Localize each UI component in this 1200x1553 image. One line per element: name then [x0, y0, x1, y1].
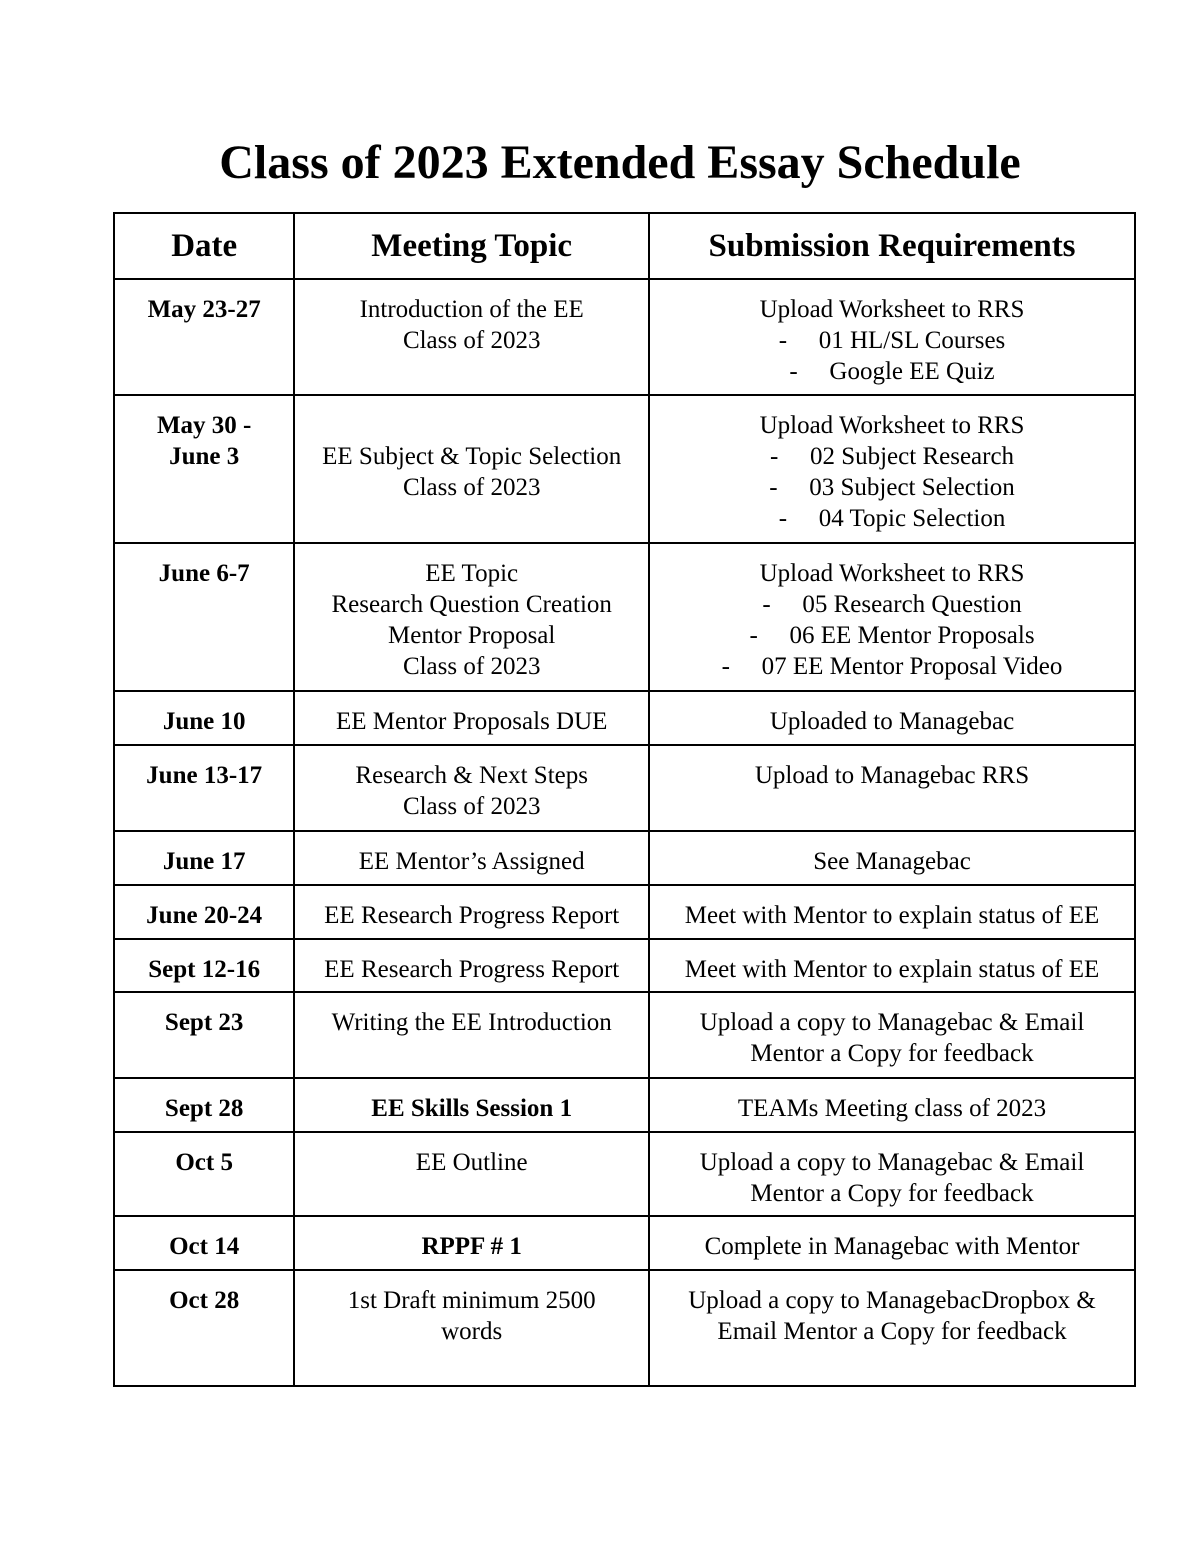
worksheet-item	[650, 441, 1134, 472]
submission-line: Complete in Managebac with Mentor	[704, 1233, 1080, 1260]
date-cell	[114, 395, 294, 543]
meeting-topic-line: Class of 2023	[402, 653, 541, 680]
worksheet-item-label: 05 Research Question	[802, 591, 1022, 618]
submission-line: Mentor a Copy for feedback	[750, 1180, 1034, 1207]
meeting-topic-line: EE Research Progress Report	[324, 956, 620, 983]
date-cell	[114, 745, 294, 831]
date-cell	[114, 543, 294, 691]
schedule-row	[114, 543, 1135, 691]
meeting-topic-cell	[294, 279, 649, 395]
schedule-row	[114, 691, 1135, 745]
worksheet-item-label: Google EE Quiz	[829, 358, 995, 385]
date-line: Sept 23	[164, 1009, 244, 1036]
meeting-topic-cell	[294, 992, 649, 1078]
meeting-topic-line	[295, 410, 648, 441]
submission-cell	[649, 992, 1135, 1078]
worksheet-item-label: 03 Subject Selection	[809, 474, 1015, 501]
date-cell	[114, 1216, 294, 1270]
date-line: Oct 28	[169, 1287, 240, 1314]
submission-line: Email Mentor a Copy for feedback	[717, 1318, 1067, 1345]
submission-line: Mentor a Copy for feedback	[750, 1040, 1034, 1067]
date-line: June 13-17	[146, 762, 263, 789]
meeting-topic-line: EE Mentor’s Assigned	[358, 848, 585, 875]
schedule-row	[114, 1078, 1135, 1132]
date-cell	[114, 831, 294, 885]
submission-cell	[649, 1132, 1135, 1216]
submission-cell	[649, 1270, 1135, 1386]
meeting-topic-cell	[294, 831, 649, 885]
submission-cell	[649, 939, 1135, 992]
meeting-topic-line: 1st Draft minimum 2500	[347, 1287, 596, 1314]
meeting-topic-line: Research & Next Steps	[355, 762, 588, 789]
meeting-topic-cell	[294, 939, 649, 992]
meeting-topic-cell	[294, 745, 649, 831]
worksheet-item	[650, 620, 1134, 651]
submission-line: Upload a copy to Managebac & Email	[699, 1149, 1085, 1176]
meeting-topic-line: Class of 2023	[402, 327, 541, 354]
schedule-row	[114, 885, 1135, 939]
schedule-row	[114, 395, 1135, 543]
date-line: June 10	[162, 708, 246, 735]
worksheet-item-label: 01 HL/SL Courses	[818, 327, 1006, 354]
header-date: Date	[114, 213, 294, 279]
date-cell	[114, 1270, 294, 1386]
schedule-row	[114, 1132, 1135, 1216]
worksheet-item-label: 06 EE Mentor Proposals	[789, 622, 1035, 649]
worksheet-list	[650, 441, 1134, 534]
worksheet-item	[650, 356, 1134, 387]
worksheet-item	[650, 651, 1134, 682]
worksheet-item	[650, 325, 1134, 356]
meeting-topic-cell	[294, 1132, 649, 1216]
submission-cell	[649, 691, 1135, 745]
meeting-topic-cell	[294, 543, 649, 691]
schedule-row	[114, 992, 1135, 1078]
meeting-topic-line: EE Research Progress Report	[324, 902, 620, 929]
worksheet-item-label: 07 EE Mentor Proposal Video	[761, 653, 1063, 680]
meeting-topic-line: EE Outline	[415, 1149, 528, 1176]
meeting-topic-cell	[294, 1270, 649, 1386]
schedule-table	[113, 212, 1136, 1387]
meeting-topic-line: Class of 2023	[402, 793, 541, 820]
submission-line: Upload Worksheet to RRS	[759, 560, 1025, 587]
meeting-topic-cell	[294, 1216, 649, 1270]
schedule-row	[114, 939, 1135, 992]
date-cell	[114, 939, 294, 992]
submission-line: Meet with Mentor to explain status of EE	[684, 902, 1100, 929]
date-cell	[114, 885, 294, 939]
header-meeting-topic: Meeting Topic	[294, 213, 649, 279]
date-cell	[114, 691, 294, 745]
date-line: Sept 28	[164, 1095, 244, 1122]
submission-line: Upload a copy to Managebac & Email	[699, 1009, 1085, 1036]
submission-line: Upload a copy to ManagebacDropbox &	[688, 1287, 1096, 1314]
schedule-row	[114, 745, 1135, 831]
submission-line: TEAMs Meeting class of 2023	[737, 1095, 1047, 1122]
document-title: Class of 2023 Extended Essay Schedule	[219, 136, 1021, 189]
worksheet-item	[650, 589, 1134, 620]
meeting-topic-line: Mentor Proposal	[388, 622, 556, 649]
submission-cell	[649, 885, 1135, 939]
worksheet-item	[650, 472, 1134, 503]
submission-line: Upload to Managebac RRS	[754, 762, 1030, 789]
meeting-topic-line: Research Question Creation	[331, 591, 612, 618]
date-line: June 3	[169, 443, 240, 470]
worksheet-list	[650, 325, 1134, 387]
header-row	[114, 213, 1135, 279]
meeting-topic-line: RPPF # 1	[421, 1233, 522, 1260]
submission-cell	[649, 395, 1135, 543]
meeting-topic-cell	[294, 1078, 649, 1132]
header-submission-requirements: Submission Requirements	[649, 213, 1135, 279]
meeting-topic-cell	[294, 691, 649, 745]
submission-cell	[649, 745, 1135, 831]
schedule-row	[114, 831, 1135, 885]
meeting-topic-line: EE Skills Session 1	[371, 1095, 573, 1122]
submission-line: Uploaded to Managebac	[769, 708, 1015, 735]
date-line: May 23-27	[147, 296, 261, 323]
date-line: Oct 14	[169, 1233, 240, 1260]
submission-line: Meet with Mentor to explain status of EE	[684, 956, 1100, 983]
date-line: Sept 12-16	[148, 956, 261, 983]
date-line: May 30 -	[156, 412, 252, 439]
date-cell	[114, 992, 294, 1078]
schedule-row	[114, 1270, 1135, 1386]
schedule-row	[114, 1216, 1135, 1270]
worksheet-item-label: 02 Subject Research	[809, 443, 1015, 470]
submission-cell	[649, 543, 1135, 691]
submission-line: See Managebac	[813, 848, 971, 875]
date-line: June 17	[162, 848, 246, 875]
meeting-topic-cell	[294, 885, 649, 939]
submission-line: Upload Worksheet to RRS	[759, 412, 1025, 439]
meeting-topic-line: Writing the EE Introduction	[331, 1009, 612, 1036]
meeting-topic-line: words	[441, 1318, 503, 1345]
submission-cell	[649, 1216, 1135, 1270]
worksheet-item	[650, 503, 1134, 534]
meeting-topic-line: EE Subject & Topic Selection	[322, 443, 622, 470]
date-line: Oct 5	[175, 1149, 233, 1176]
schedule-body	[114, 279, 1135, 1386]
worksheet-item-label: 04 Topic Selection	[818, 505, 1006, 532]
date-line: June 6-7	[158, 560, 250, 587]
meeting-topic-line: Introduction of the EE	[359, 296, 584, 323]
date-line: June 20-24	[146, 902, 263, 929]
date-cell	[114, 1078, 294, 1132]
meeting-topic-line: EE Topic	[425, 560, 519, 587]
meeting-topic-line: Class of 2023	[402, 474, 541, 501]
meeting-topic-line: EE Mentor Proposals DUE	[335, 708, 608, 735]
worksheet-list	[650, 589, 1134, 682]
meeting-topic-cell	[294, 395, 649, 543]
schedule-row	[114, 279, 1135, 395]
submission-cell	[649, 279, 1135, 395]
submission-cell	[649, 831, 1135, 885]
date-cell	[114, 1132, 294, 1216]
submission-cell	[649, 1078, 1135, 1132]
date-cell	[114, 279, 294, 395]
submission-line: Upload Worksheet to RRS	[759, 296, 1025, 323]
